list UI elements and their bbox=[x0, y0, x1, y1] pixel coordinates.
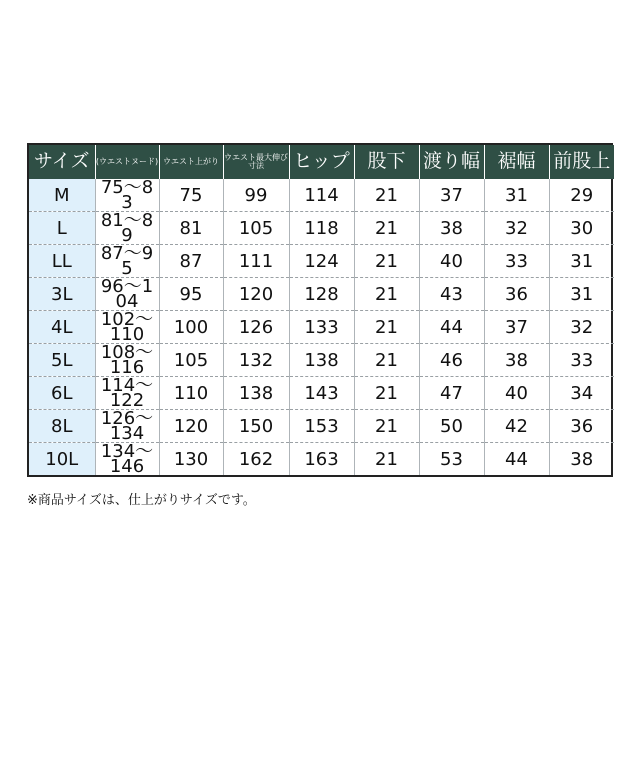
value-cell: 163 bbox=[289, 443, 354, 476]
value-cell: 30 bbox=[549, 212, 614, 245]
value-cell: 21 bbox=[354, 410, 419, 443]
value-cell: 21 bbox=[354, 179, 419, 212]
header-row bbox=[29, 145, 614, 179]
value-cell: 130 bbox=[159, 443, 223, 476]
value-cell: 95 bbox=[159, 278, 223, 311]
value-cell: 31 bbox=[484, 179, 549, 212]
table-row bbox=[29, 278, 614, 311]
value-cell: 126 bbox=[223, 311, 289, 344]
header-thigh-width: 渡り幅 bbox=[419, 145, 484, 179]
value-cell: 32 bbox=[484, 212, 549, 245]
waist-nude-line: 96～1 bbox=[100, 277, 154, 297]
waist-nude-cell bbox=[95, 245, 159, 278]
waist-nude-line: 108～ bbox=[100, 343, 154, 363]
value-cell: 138 bbox=[289, 344, 354, 377]
size-table bbox=[29, 145, 614, 475]
waist-nude-line: 134 bbox=[109, 423, 145, 443]
value-cell: 36 bbox=[549, 410, 614, 443]
size-cell: 5L bbox=[29, 344, 95, 377]
value-cell: 21 bbox=[354, 443, 419, 476]
value-cell: 21 bbox=[354, 311, 419, 344]
waist-nude-line: 75～8 bbox=[100, 179, 154, 198]
value-cell: 38 bbox=[549, 443, 614, 476]
waist-nude-cell bbox=[95, 179, 159, 212]
value-cell: 40 bbox=[484, 377, 549, 410]
waist-nude-line: 87～9 bbox=[100, 244, 154, 264]
size-cell: 10L bbox=[29, 443, 95, 476]
value-cell: 105 bbox=[223, 212, 289, 245]
value-cell: 120 bbox=[159, 410, 223, 443]
waist-nude-line: 146 bbox=[109, 456, 145, 475]
waist-nude-line: 122 bbox=[109, 390, 145, 410]
value-cell: 75 bbox=[159, 179, 223, 212]
waist-nude-line: 81～8 bbox=[100, 211, 154, 231]
value-cell: 21 bbox=[354, 344, 419, 377]
size-chart bbox=[27, 143, 613, 477]
value-cell: 99 bbox=[223, 179, 289, 212]
waist-nude-line: 3 bbox=[121, 192, 133, 212]
table-row bbox=[29, 245, 614, 278]
value-cell: 132 bbox=[223, 344, 289, 377]
value-cell: 40 bbox=[419, 245, 484, 278]
value-cell: 21 bbox=[354, 245, 419, 278]
waist-nude-line: 114～ bbox=[100, 376, 154, 396]
value-cell: 44 bbox=[484, 443, 549, 476]
waist-nude-cell bbox=[95, 278, 159, 311]
waist-nude-line: 102～ bbox=[100, 310, 154, 330]
value-cell: 153 bbox=[289, 410, 354, 443]
value-cell: 36 bbox=[484, 278, 549, 311]
value-cell: 33 bbox=[549, 344, 614, 377]
value-cell: 50 bbox=[419, 410, 484, 443]
value-cell: 150 bbox=[223, 410, 289, 443]
table-row bbox=[29, 344, 614, 377]
table-row bbox=[29, 212, 614, 245]
size-note: ※商品サイズは、仕上がりサイズです。 bbox=[27, 493, 256, 508]
waist-nude-cell bbox=[95, 311, 159, 344]
waist-nude-line: 116 bbox=[109, 357, 145, 377]
waist-nude-line: 9 bbox=[121, 225, 133, 245]
value-cell: 44 bbox=[419, 311, 484, 344]
value-cell: 34 bbox=[549, 377, 614, 410]
value-cell: 21 bbox=[354, 212, 419, 245]
header-waist-nude: (ウエストヌード) bbox=[95, 145, 159, 179]
value-cell: 110 bbox=[159, 377, 223, 410]
value-cell: 33 bbox=[484, 245, 549, 278]
waist-nude-line: 126～ bbox=[100, 409, 154, 429]
value-cell: 32 bbox=[549, 311, 614, 344]
value-cell: 31 bbox=[549, 245, 614, 278]
value-cell: 21 bbox=[354, 377, 419, 410]
table-row bbox=[29, 179, 614, 212]
value-cell: 37 bbox=[419, 179, 484, 212]
size-cell: 3L bbox=[29, 278, 95, 311]
waist-nude-line: 5 bbox=[121, 258, 133, 278]
value-cell: 21 bbox=[354, 278, 419, 311]
header-waist-max: ウエスト最大伸び寸法 bbox=[223, 145, 289, 179]
header-hem-width: 裾幅 bbox=[484, 145, 549, 179]
waist-nude-line: 134～ bbox=[100, 442, 154, 462]
value-cell: 87 bbox=[159, 245, 223, 278]
table-row bbox=[29, 443, 614, 476]
table-row bbox=[29, 377, 614, 410]
table-row bbox=[29, 410, 614, 443]
value-cell: 38 bbox=[419, 212, 484, 245]
header-front-rise: 前股上 bbox=[549, 145, 614, 179]
waist-nude-cell bbox=[95, 344, 159, 377]
value-cell: 124 bbox=[289, 245, 354, 278]
value-cell: 133 bbox=[289, 311, 354, 344]
value-cell: 37 bbox=[484, 311, 549, 344]
value-cell: 81 bbox=[159, 212, 223, 245]
value-cell: 38 bbox=[484, 344, 549, 377]
size-cell: LL bbox=[29, 245, 95, 278]
value-cell: 46 bbox=[419, 344, 484, 377]
size-cell: 6L bbox=[29, 377, 95, 410]
value-cell: 138 bbox=[223, 377, 289, 410]
value-cell: 128 bbox=[289, 278, 354, 311]
header-inseam: 股下 bbox=[354, 145, 419, 179]
value-cell: 43 bbox=[419, 278, 484, 311]
value-cell: 114 bbox=[289, 179, 354, 212]
value-cell: 29 bbox=[549, 179, 614, 212]
size-cell: L bbox=[29, 212, 95, 245]
header-hip: ヒップ bbox=[289, 145, 354, 179]
value-cell: 42 bbox=[484, 410, 549, 443]
waist-nude-cell bbox=[95, 443, 159, 476]
header-size: サイズ bbox=[29, 145, 95, 179]
value-cell: 143 bbox=[289, 377, 354, 410]
value-cell: 162 bbox=[223, 443, 289, 476]
value-cell: 111 bbox=[223, 245, 289, 278]
size-cell: 4L bbox=[29, 311, 95, 344]
value-cell: 105 bbox=[159, 344, 223, 377]
value-cell: 53 bbox=[419, 443, 484, 476]
size-cell: 8L bbox=[29, 410, 95, 443]
waist-nude-cell bbox=[95, 377, 159, 410]
value-cell: 47 bbox=[419, 377, 484, 410]
size-cell: M bbox=[29, 179, 95, 212]
waist-nude-cell bbox=[95, 212, 159, 245]
value-cell: 120 bbox=[223, 278, 289, 311]
table-row bbox=[29, 311, 614, 344]
header-waist-finished: ウエスト上がり bbox=[159, 145, 223, 179]
value-cell: 31 bbox=[549, 278, 614, 311]
waist-nude-line: 110 bbox=[109, 324, 145, 344]
value-cell: 100 bbox=[159, 311, 223, 344]
waist-nude-cell bbox=[95, 410, 159, 443]
value-cell: 118 bbox=[289, 212, 354, 245]
waist-nude-line: 04 bbox=[115, 291, 139, 311]
